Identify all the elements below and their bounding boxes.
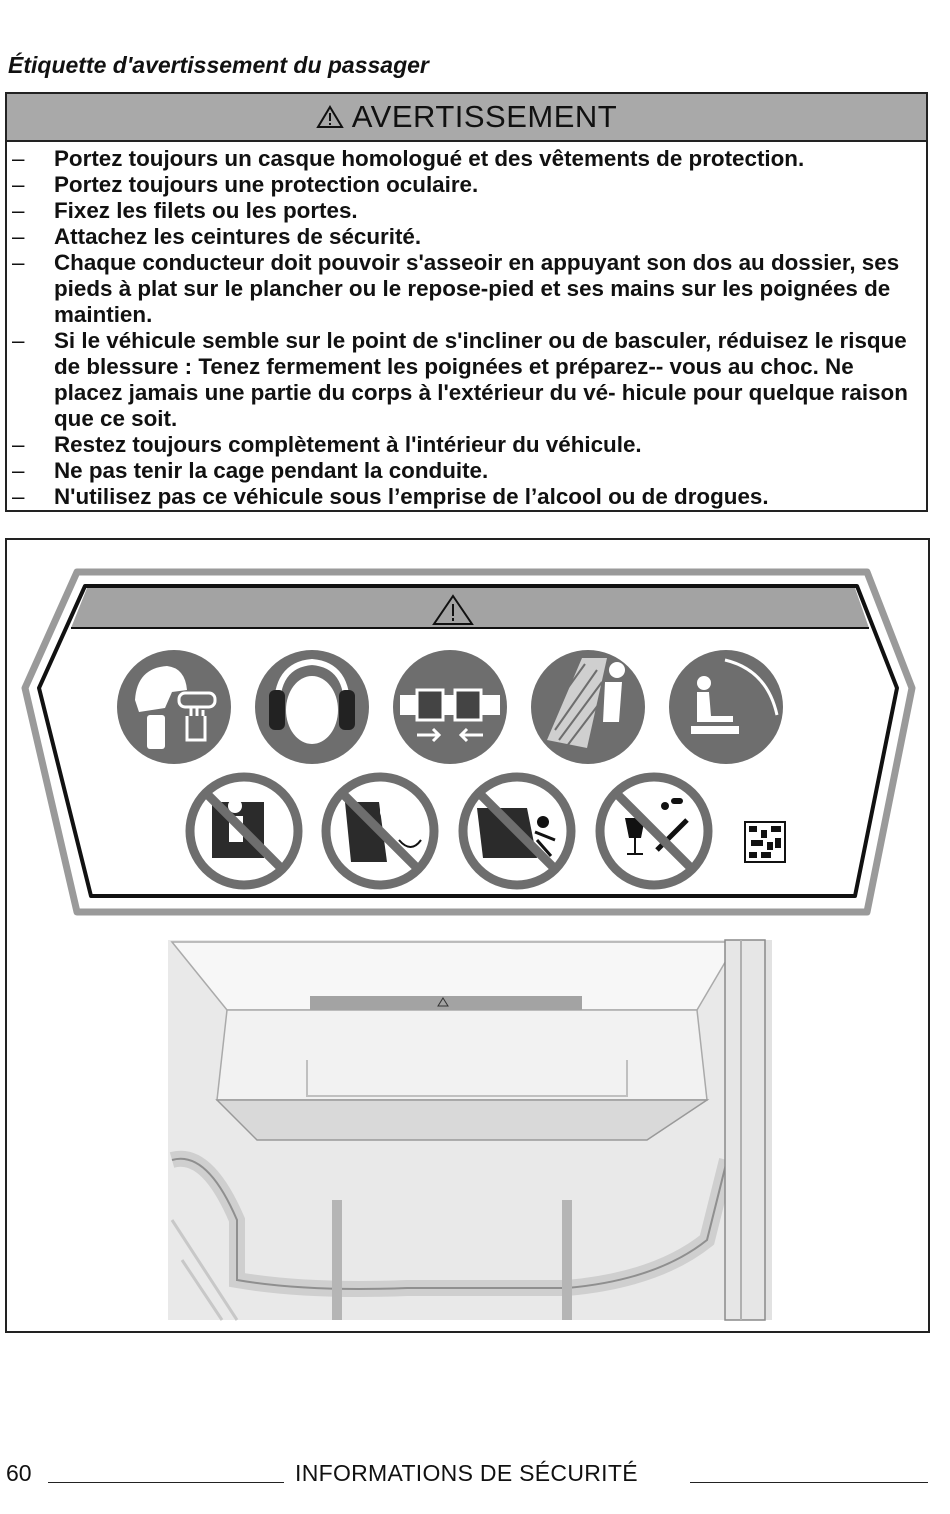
ear-protection-icon	[255, 650, 369, 764]
warning-item: – N'utilisez pas ce véhicule sous l’emprise de l’alcool ou de drogues.	[12, 484, 769, 509]
footer-rule-right	[690, 1482, 928, 1483]
warning-box	[5, 92, 928, 512]
section-title: Étiquette d'avertissement du passager	[8, 52, 429, 78]
no-limbs-outside-icon	[463, 777, 571, 885]
warning-item: – Chaque conducteur doit pouvoir s'asseoir en appuyant son dos au dossier, ses pieds à plat sur le plancher ou le repose-pied et ses mains sur les poignées de maintien.	[12, 250, 900, 327]
page-footer	[0, 1458, 950, 1492]
page-number: 60	[6, 1460, 32, 1486]
warning-item: – Restez toujours complètement à l'intérieur du véhicule.	[12, 432, 642, 457]
warning-item: – Ne pas tenir la cage pendant la conduite.	[12, 458, 489, 483]
warning-item: – Si le véhicule semble sur le point de s'incliner ou de basculer, réduisez le risque de blessure : Tenez fermement les poignées et préparez-- vous au choc. Ne placez jamais une partie du corps à l'extérieur du vé- hicule pour quelque raison que ce soit.	[12, 328, 908, 431]
seat-belt-icon	[393, 650, 507, 764]
warning-item: – Fixez les filets ou les portes.	[12, 198, 358, 223]
warning-item: – Portez toujours un casque homologué et des vêtements de protection.	[12, 146, 805, 171]
data-matrix-code-icon	[745, 822, 785, 862]
warning-item: – Portez toujours une protection oculaire.	[12, 172, 479, 197]
warning-triangle-icon	[316, 105, 344, 129]
warning-label-illustration	[7, 540, 928, 1331]
warning-title: AVERTISSEMENT	[351, 99, 618, 134]
warning-list	[7, 142, 926, 510]
label-figure	[5, 538, 930, 1333]
seated-posture-icon	[669, 650, 783, 764]
no-falling-out-icon	[326, 777, 434, 885]
footer-rule-left	[48, 1482, 284, 1483]
warning-header	[7, 94, 926, 142]
helmet-goggles-gloves-icon	[117, 650, 231, 764]
no-leaning-out-icon	[190, 777, 298, 885]
net-door-icon	[531, 650, 645, 764]
footer-title: INFORMATIONS DE SÉCURITÉ	[295, 1460, 638, 1486]
no-alcohol-drugs-icon	[600, 777, 708, 885]
warning-item: – Attachez les ceintures de sécurité.	[12, 224, 422, 249]
vehicle-rear-view-illustration	[168, 940, 772, 1320]
